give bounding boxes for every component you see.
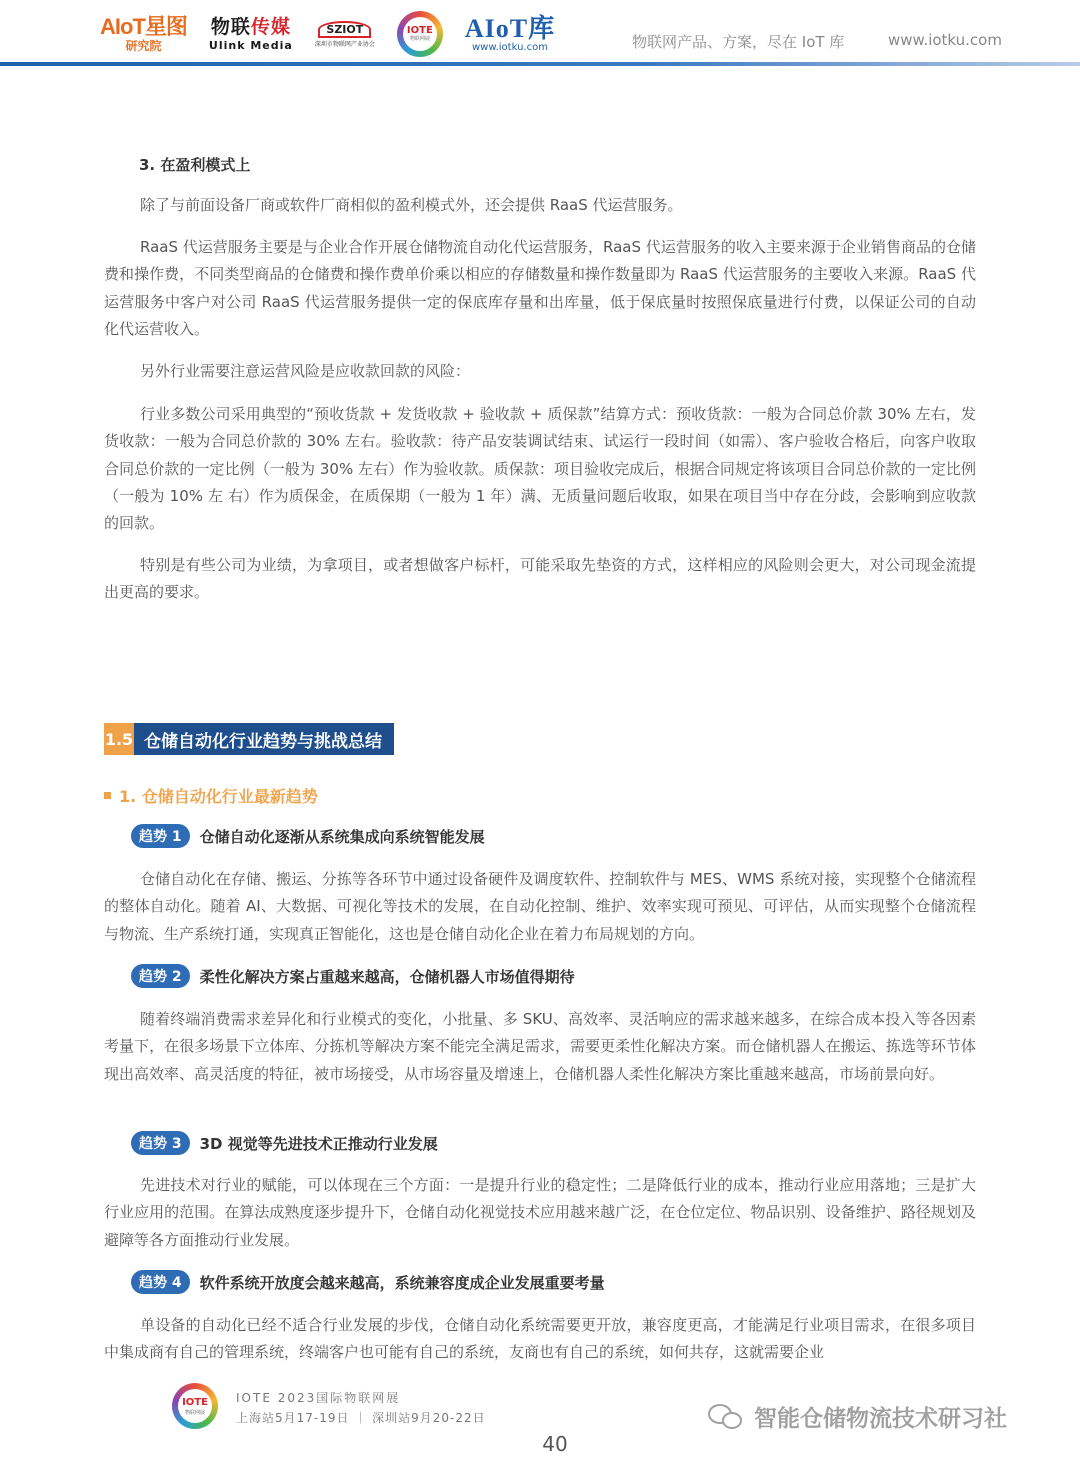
trend-badge: 趋势 2 bbox=[131, 964, 190, 988]
ulink-logo-main: 物联传媒 bbox=[210, 15, 291, 38]
sziot-logo-main: SZIOT bbox=[318, 21, 371, 38]
trend-badge: 趋势 1 bbox=[131, 824, 190, 848]
trend-title: 仓储自动化逐渐从系统集成向系统智能发展 bbox=[199, 827, 485, 846]
iote-logo-sub: 物联网展 bbox=[409, 36, 430, 42]
footer-iote-logo bbox=[172, 1383, 218, 1429]
sub-heading-trends bbox=[104, 784, 318, 807]
footer-expo-dates: 上海站5月17-19日 ｜ 深圳站9月20-22日 bbox=[236, 1411, 486, 1425]
trend-title: 软件系统开放度会越来越高，系统兼容度成企业发展重要考量 bbox=[199, 1273, 605, 1292]
partner-logos bbox=[100, 10, 555, 58]
wechat-watermark bbox=[708, 1400, 1007, 1433]
section-heading-profit-model: 3. 在盈利模式上 bbox=[139, 156, 251, 174]
iote-logo-main: IOTE bbox=[406, 25, 433, 36]
section-title: 仓储自动化行业趋势与挑战总结 bbox=[134, 723, 394, 755]
aiot-logo-sub: 研究院 bbox=[125, 39, 162, 53]
trend-4-text: 单设备的自动化已经不适合行业发展的步伐，仓储自动化系统需要更开放，兼容度更高，才能满足行业项目需求，在很多项目中集成商有自己的管理系统，终端客户也可能有自己的系统，友商也有自己的系统，如何共存，这就需要企业 bbox=[104, 1316, 976, 1362]
trend-title: 3D 视觉等先进技术正推动行业发展 bbox=[199, 1134, 438, 1153]
iotku-logo-sub: www.iotku.com bbox=[471, 41, 548, 53]
ulink-media-logo bbox=[208, 15, 293, 52]
page-number: 40 bbox=[542, 1432, 568, 1456]
paragraph-4: 行业多数公司采用典型的“预收货款 + 发货收款 + 验收款 + 质保款”结算方式：预收货款：一般为合同总价款 30% 左右，发货收款：一般为合同总价款的 30% 左右。验收款：待产品安装调试结束、试运行一段时间（如需）、客户验收合格后，向客户收取合同总价款的一定比例（一般为 30% 左右）作为验收款。质保款：项目验收完成后，根据合同规定将该项目合同总价款的一定比例（一般为 10% 左 右）作为质保金，在质保期（一般为 1 年）满、无质量问题后收取，如果在项目当中存在分歧，会影响到应收款的回款。 bbox=[104, 405, 976, 533]
footer-expo-name: IOTE 2023国际物联网展 bbox=[236, 1391, 401, 1405]
sziot-logo bbox=[315, 21, 375, 48]
aiot-research-logo bbox=[100, 16, 187, 52]
trend-3-heading bbox=[131, 1131, 438, 1155]
section-number: 1.5 bbox=[104, 723, 134, 755]
header-divider bbox=[0, 62, 1080, 66]
footer-logo-sub: 物联网展 bbox=[184, 1409, 205, 1416]
trend-badge: 趋势 4 bbox=[131, 1270, 190, 1294]
trend-title: 柔性化解决方案占重越来越高，仓储机器人市场值得期待 bbox=[199, 967, 575, 986]
iotku-logo bbox=[464, 13, 556, 53]
trend-4-heading bbox=[131, 1270, 605, 1294]
sub-heading-text: 1. 仓储自动化行业最新趋势 bbox=[119, 787, 318, 806]
iotku-logo-main: AIoT库 bbox=[464, 13, 556, 43]
trend-1-heading bbox=[131, 824, 485, 848]
paragraph-3: 另外行业需要注意运营风险是应收款回款的风险： bbox=[140, 362, 471, 380]
wechat-icon bbox=[708, 1402, 744, 1432]
section-badge bbox=[104, 723, 394, 755]
aiot-logo-main: AIoT星图 bbox=[100, 14, 187, 39]
ulink-logo-sub: Ulink Media bbox=[208, 38, 293, 52]
trend-badge: 趋势 3 bbox=[131, 1131, 190, 1155]
paragraph-5: 特别是有些公司为业绩，为拿项目，或者想做客户标杆，可能采取先垫资的方式，这样相应的风险则会更大，对公司现金流提出更高的要求。 bbox=[104, 556, 976, 602]
watermark-text: 智能仓储物流技术研习社 bbox=[754, 1406, 1007, 1432]
sziot-logo-sub: 深圳市物联网产业协会 bbox=[314, 40, 375, 48]
iote-logo bbox=[397, 11, 443, 57]
footer-logo-main: IOTE bbox=[182, 1396, 208, 1408]
paragraph-2: RaaS 代运营服务主要是与企业合作开展仓储物流自动化代运营服务，RaaS 代运营服务的收入主要来源于企业销售商品的仓储费和操作费，不同类型商品的仓储费和操作费单价乘以相应的存储数量和操作数量即为 RaaS 代运营服务的主要收入来源。RaaS 代运营服务中客户对公司 RaaS 代运营服务提供一定的保底库存量和出库量，低于保底量时按照保底量进行付费，以保证公司的自动化代运营收入。 bbox=[104, 238, 976, 338]
paragraph-1: 除了与前面设备厂商或软件厂商相似的盈利模式外，还会提供 RaaS 代运营服务。 bbox=[140, 196, 683, 214]
header-site-url: www.iotku.com bbox=[888, 31, 1002, 49]
trend-3-text: 先进技术对行业的赋能，可以体现在三个方面：一是提升行业的稳定性；二是降低行业的成本，推动行业应用落地；三是扩大行业应用的范围。在算法成熟度逐步提升下，仓储自动化视觉技术应用越来越广泛，在仓位定位、物品识别、设备维护、路径规划及避障等各方面推动行业发展。 bbox=[104, 1176, 976, 1249]
trend-2-text: 随着终端消费需求差异化和行业模式的变化，小批量、多 SKU、高效率、灵活响应的需求越来越多，在综合成本投入等各因素考量下，在很多场景下立体库、分拣机等解决方案不能完全满足需求，需要更柔性化解决方案。而仓储机器人在搬运、拣选等环节体现出高效率、高灵活度的特征，被市场接受，从市场容量及增速上，仓储机器人柔性化解决方案比重越来越高，市场前景向好。 bbox=[104, 1010, 976, 1083]
trend-1-text: 仓储自动化在存储、搬运、分拣等各环节中通过设备硬件及调度软件、控制软件与 MES、WMS 系统对接，实现整个仓储流程的整体自动化。随着 AI、大数据、可视化等技术的发展，在自动化控制、维护、效率实现可预见、可评估，从而实现整个仓储流程与物流、生产系统打通，实现真正智能化，这也是仓储自动化企业在着力布局规划的方向。 bbox=[104, 870, 976, 943]
trend-2-heading bbox=[131, 964, 575, 988]
header-slogan: 物联网产品、方案，尽在 IoT 库 bbox=[632, 33, 845, 51]
square-bullet-icon bbox=[104, 792, 111, 799]
page-header bbox=[0, 0, 1080, 68]
